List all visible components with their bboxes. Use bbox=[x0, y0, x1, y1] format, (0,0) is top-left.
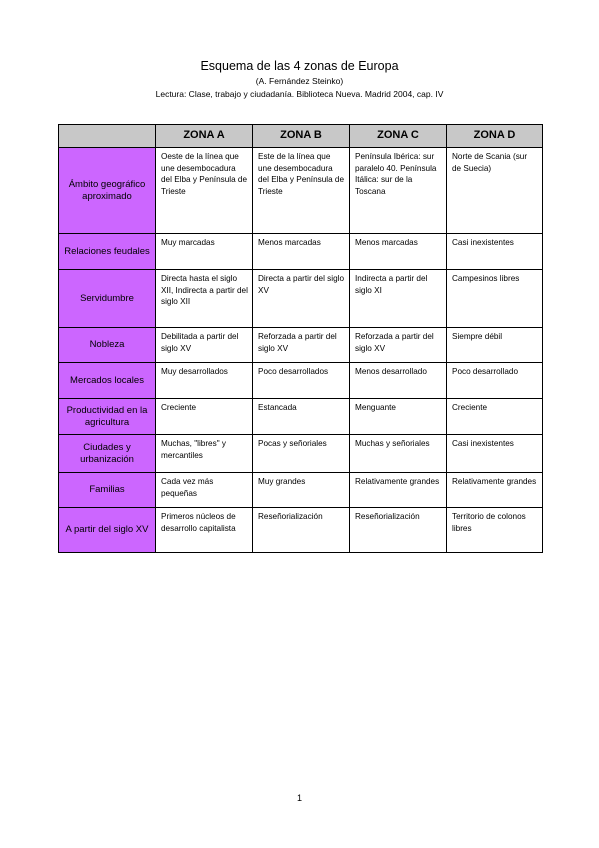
zones-table bbox=[58, 124, 543, 553]
table-cell: Campesinos libres bbox=[447, 270, 543, 328]
table-cell: Oeste de la línea que une desembocadura del Elba y Península de Trieste bbox=[156, 148, 253, 234]
table-cell: Menos desarrollado bbox=[350, 363, 447, 399]
table-cell: Cada vez más pequeñas bbox=[156, 473, 253, 508]
table-row bbox=[59, 148, 543, 234]
table-cell: Relativamente grandes bbox=[350, 473, 447, 508]
row-label: Servidumbre bbox=[59, 270, 156, 328]
table-cell: Reseñorialización bbox=[350, 508, 447, 553]
table-cell: Reforzada a partir del siglo XV bbox=[350, 328, 447, 363]
table-cell: Casi inexistentes bbox=[447, 435, 543, 473]
table-cell: Pocas y señoriales bbox=[253, 435, 350, 473]
table-cell: Menguante bbox=[350, 399, 447, 435]
table-row bbox=[59, 234, 543, 270]
table-row bbox=[59, 363, 543, 399]
table-cell: Muchas, "libres" y mercantiles bbox=[156, 435, 253, 473]
header-zona-a: ZONA A bbox=[156, 125, 253, 148]
table-cell: Muy desarrollados bbox=[156, 363, 253, 399]
page-number: 1 bbox=[296, 793, 302, 803]
table-cell: Muchas y señoriales bbox=[350, 435, 447, 473]
table-cell: Directa hasta el siglo XII, Indirecta a partir del siglo XII bbox=[156, 270, 253, 328]
row-label: Ámbito geográfico aproximado bbox=[59, 148, 156, 234]
table-cell: Península Ibérica: sur paralelo 40. Península Itálica: sur de la Toscana bbox=[350, 148, 447, 234]
table-cell: Relativamente grandes bbox=[447, 473, 543, 508]
table-cell: Directa a partir del siglo XV bbox=[253, 270, 350, 328]
table-row bbox=[59, 508, 543, 553]
table-cell: Debilitada a partir del siglo XV bbox=[156, 328, 253, 363]
header-zona-d: ZONA D bbox=[447, 125, 543, 148]
header-zona-b: ZONA B bbox=[253, 125, 350, 148]
table-cell: Poco desarrollado bbox=[447, 363, 543, 399]
table-cell: Creciente bbox=[156, 399, 253, 435]
table-row bbox=[59, 399, 543, 435]
table-row bbox=[59, 435, 543, 473]
table-row bbox=[59, 473, 543, 508]
table-cell: Reseñorialización bbox=[253, 508, 350, 553]
table-cell: Estancada bbox=[253, 399, 350, 435]
page-title: Esquema de las 4 zonas de Europa bbox=[200, 59, 399, 73]
row-label: Ciudades y urbanización bbox=[59, 435, 156, 473]
table-cell: Poco desarrollados bbox=[253, 363, 350, 399]
table-row bbox=[59, 270, 543, 328]
table-cell: Creciente bbox=[447, 399, 543, 435]
table-cell: Primeros núcleos de desarrollo capitalista bbox=[156, 508, 253, 553]
table-row bbox=[59, 328, 543, 363]
row-label: Mercados locales bbox=[59, 363, 156, 399]
table-cell: Territorio de colonos libres bbox=[447, 508, 543, 553]
reading-reference: Lectura: Clase, trabajo y ciudadanía. Biblioteca Nueva. Madrid 2004, cap. IV bbox=[155, 89, 444, 99]
header-zona-c: ZONA C bbox=[350, 125, 447, 148]
author-line: (A. Fernández Steinko) bbox=[255, 76, 344, 86]
row-label: Familias bbox=[59, 473, 156, 508]
table-cell: Siempre débil bbox=[447, 328, 543, 363]
table-cell: Norte de Scania (sur de Suecia) bbox=[447, 148, 543, 234]
table-cell: Reforzada a partir del siglo XV bbox=[253, 328, 350, 363]
table-cell: Indirecta a partir del siglo XI bbox=[350, 270, 447, 328]
table-cell: Casi inexistentes bbox=[447, 234, 543, 270]
row-label: Nobleza bbox=[59, 328, 156, 363]
table-cell: Muy grandes bbox=[253, 473, 350, 508]
table-cell: Muy marcadas bbox=[156, 234, 253, 270]
table-header-row bbox=[59, 125, 543, 148]
row-label: Relaciones feudales bbox=[59, 234, 156, 270]
table-cell: Menos marcadas bbox=[253, 234, 350, 270]
table-cell: Este de la línea que une desembocadura del Elba y Península de Trieste bbox=[253, 148, 350, 234]
table-cell: Menos marcadas bbox=[350, 234, 447, 270]
table-corner-cell bbox=[59, 125, 156, 148]
row-label: A partir del siglo XV bbox=[59, 508, 156, 553]
row-label: Productividad en la agricultura bbox=[59, 399, 156, 435]
